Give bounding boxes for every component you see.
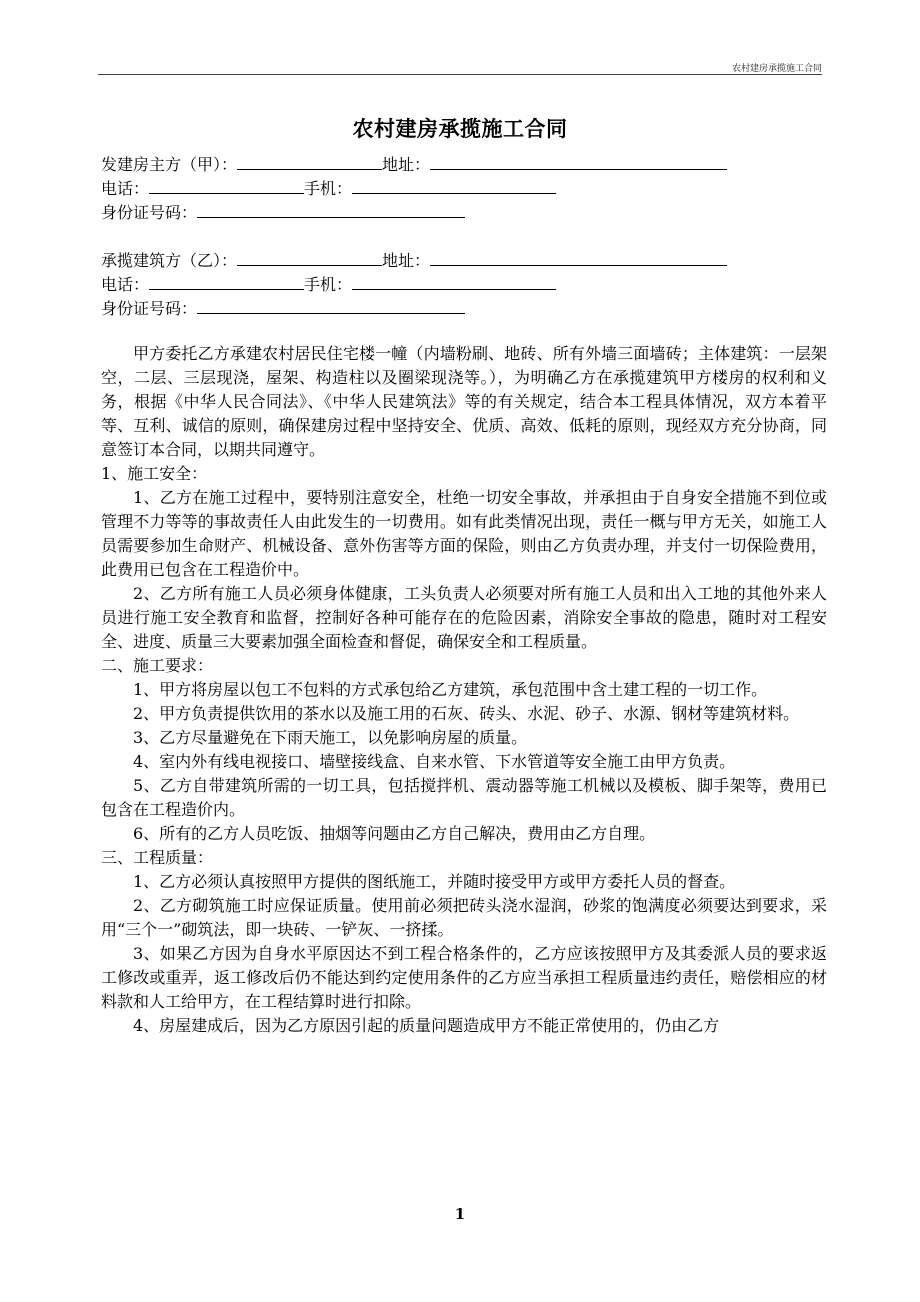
party-a-phone-blank[interactable] (149, 174, 304, 194)
requirements-clause-2: 2、甲方负责提供饮用的茶水以及施工用的石灰、砖头、水泥、砂子、水源、钢材等建筑材料。 (133, 704, 800, 723)
party-b-address-label: 地址： (382, 251, 431, 270)
party-a-phone-row (101, 174, 827, 198)
party-b-id-blank[interactable] (197, 294, 465, 314)
quality-clause-2: 2、乙方砌筑施工时应保证质量。使用前必须把砖头浇水湿润，砂浆的饱满度必须要达到要求，采用“三个一”砌筑法，即一块砖、一铲灰、一挤揉。 (101, 896, 827, 939)
page-number: 1 (454, 1205, 466, 1223)
intro-paragraph: 甲方委托乙方承建农村居民住宅楼一幢（内墙粉刷、地砖、所有外墙三面墙砖；主体建筑：一层架空，二层、三层现浇，屋架、构造柱以及圈梁现浇等。），为明确乙方在承揽建筑甲方楼房的权利和义务，根据《中华人民合同法》、《中华人民建筑法》等的有关规定，结合本工程具体情况，双方本着平等、互利、诚信的原则，确保建房过程中坚持安全、优质、高效、低耗的原则，现经双方充分协商，同意签订本合同，以期共同遵守。 (101, 344, 827, 459)
party-b-phone-row (101, 270, 827, 294)
requirements-clause-4: 4、室内外有线电视接口、墙壁接线盒、自来水管、下水管道等安全施工由甲方负责。 (133, 752, 736, 771)
party-b-name-blank[interactable] (237, 246, 382, 266)
party-b-name-label: 承揽建筑方（乙）： (101, 251, 238, 270)
requirements-clause-6: 6、所有的乙方人员吃饭、抽烟等问题由乙方自己解决，费用由乙方自理。 (133, 824, 656, 843)
party-a-mobile-blank[interactable] (352, 174, 556, 194)
section-heading-safety: 1、施工安全： (101, 464, 208, 483)
section-heading-quality: 三、工程质量： (101, 848, 214, 867)
requirements-clause-5: 5、乙方自带建筑所需的一切工具，包括搅拌机、震动器等施工机械以及模板、脚手架等，费用已包含在工程造价内。 (101, 776, 827, 819)
running-header-title: 农村建房承揽施工合同 (731, 64, 822, 74)
party-b-mobile-label: 手机： (304, 275, 353, 294)
party-b-id-row (101, 294, 827, 318)
quality-clause-1: 1、乙方必须认真按照甲方提供的图纸施工，并随时接受甲方或甲方委托人员的督查。 (133, 872, 736, 891)
party-a-address-label: 地址： (382, 155, 431, 174)
party-a-address-blank[interactable] (430, 150, 727, 170)
party-a-name-label: 发建房主方（甲）： (101, 155, 238, 174)
party-a-mobile-label: 手机： (304, 179, 353, 198)
safety-clause-1: 1、乙方在施工过程中，要特别注意安全，杜绝一切安全事故，并承担由于自身安全措施不到位或管理不力等等的事故责任人由此发生的一切费用。如有此类情况出现，责任一概与甲方无关，如施工人员需要参加生命财产、机械设备、意外伤害等方面的保险，则由乙方负责办理，并支付一切保险费用，此费用已包含在工程造价中。 (101, 488, 827, 579)
party-b-id-label: 身份证号码： (101, 299, 198, 318)
party-a-id-label: 身份证号码： (101, 203, 198, 222)
running-header (98, 58, 822, 75)
party-a-id-row (101, 198, 827, 222)
party-a-block (101, 150, 827, 222)
quality-clause-4: 4、房屋建成后，因为乙方原因引起的质量问题造成甲方不能正常使用的，仍由乙方 (133, 1016, 720, 1035)
party-b-address-blank[interactable] (430, 246, 727, 266)
party-b-mobile-blank[interactable] (352, 270, 556, 290)
party-b-block (101, 246, 827, 318)
quality-clause-3: 3、如果乙方因为自身水平原因达不到工程合格条件的，乙方应该按照甲方及其委派人员的要求返工修改或重弄，返工修改后仍不能达到约定使用条件的乙方应当承担工程质量违约责任，赔偿相应的材料款和人工给甲方，在工程结算时进行扣除。 (101, 944, 827, 1011)
party-b-phone-label: 电话： (101, 275, 150, 294)
document-body (101, 150, 827, 1038)
party-b-phone-blank[interactable] (149, 270, 304, 290)
spacer (101, 222, 827, 246)
party-a-name-row (101, 150, 827, 174)
party-a-name-blank[interactable] (237, 150, 382, 170)
section-heading-requirements: 二、施工要求： (101, 656, 214, 675)
spacer (101, 318, 827, 342)
requirements-clause-1: 1、甲方将房屋以包工不包料的方式承包给乙方建筑，承包范围中含土建工程的一切工作。 (133, 680, 768, 699)
safety-clause-2: 2、乙方所有施工人员必须身体健康，工头负责人必须要对所有施工人员和出入工地的其他外来人员进行施工安全教育和监督，控制好各种可能存在的危险因素，消除安全事故的隐患，随时对工程安全、进度、质量三大要素加强全面检查和督促，确保安全和工程质量。 (101, 584, 827, 651)
party-b-name-row (101, 246, 827, 270)
requirements-clause-3: 3、乙方尽量避免在下雨天施工，以免影响房屋的质量。 (133, 728, 528, 747)
party-a-phone-label: 电话： (101, 179, 150, 198)
document-title: 农村建房承揽施工合同 (352, 116, 568, 141)
party-a-id-blank[interactable] (197, 198, 465, 218)
